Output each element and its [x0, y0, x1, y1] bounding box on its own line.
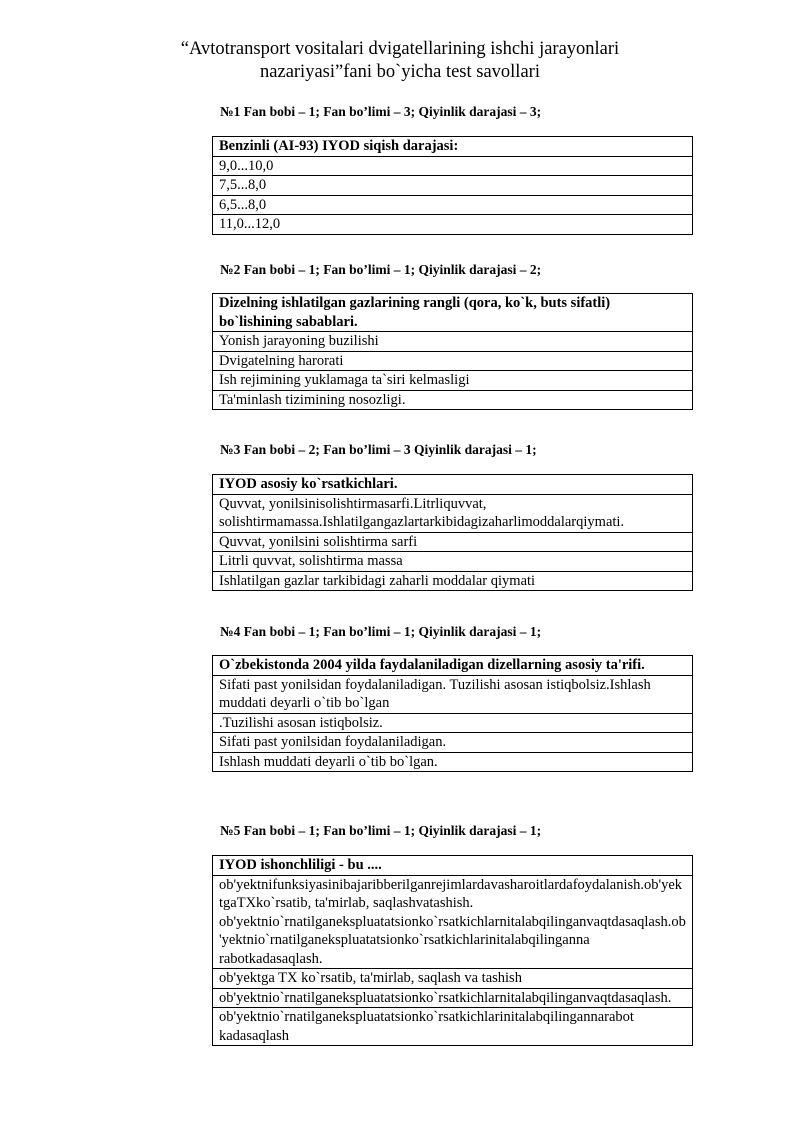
question-4-text: O`zbekistonda 2004 yilda faydalaniladigan dizellarning asosiy ta'rifi. — [213, 656, 693, 676]
question-4-answer-4: Ishlash muddati deyarli o`tib bo`lgan. — [213, 752, 693, 772]
question-5-answer-3: ob'yektnio`rnatilganekspluatatsionko`rsatkichlarnitalabqilinganvaqtdasaqlash. — [213, 988, 693, 1008]
question-2-answer-4: Ta'minlash tizimining nosozligi. — [213, 390, 693, 410]
question-3-table — [212, 474, 693, 591]
question-5-answer-4: ob'yektnio`rnatilganekspluatatsionko`rsatkichlarinitalabqilingannarabot kadasaqlash — [213, 1008, 693, 1046]
question-3-answer-2: Quvvat, yonilsini solishtirma sarfi — [213, 532, 693, 552]
question-3-text: IYOD asosiy ko`rsatkichlari. — [213, 475, 693, 495]
question-2-header: №2 Fan bobi – 1; Fan bo’limi – 1; Qiyinlik darajasi – 2; — [220, 262, 542, 277]
question-5-answer-2: ob'yektga TX ko`rsatib, ta'mirlab, saqlash va tashish — [213, 969, 693, 989]
question-1-answer-2: 7,5...8,0 — [213, 176, 693, 196]
question-2-table — [212, 293, 693, 410]
question-2-answer-2: Dvigatelning harorati — [213, 351, 693, 371]
question-5-text: IYOD ishonchliligi - bu .... — [213, 856, 693, 876]
title-line-1: “Avtotransport vositalari dvigatellarining ishchi jarayonlari — [180, 39, 620, 59]
question-5-header: №5 Fan bobi – 1; Fan bo’limi – 1; Qiyinlik darajasi – 1; — [220, 823, 542, 838]
question-2-answer-3: Ish rejimining yuklamaga ta`siri kelmasligi — [213, 371, 693, 391]
question-3-answer-3: Litrli quvvat, solishtirma massa — [213, 552, 693, 572]
question-5-table — [212, 855, 693, 1046]
question-4-table — [212, 655, 693, 772]
title-line-2: nazariyasi”fani bo`yicha test savollari — [260, 62, 540, 82]
question-3-header: №3 Fan bobi – 2; Fan bo’limi – 3 Qiyinlik darajasi – 1; — [220, 442, 537, 457]
question-1-header: №1 Fan bobi – 1; Fan bo’limi – 3; Qiyinlik darajasi – 3; — [220, 104, 542, 119]
question-2-text: Dizelning ishlatilgan gazlarining rangli (qora, ko`k, buts sifatli) bo`lishining sabablari. — [213, 294, 693, 332]
question-4-answer-1: Sifati past yonilsidan foydalaniladigan. Tuzilishi asosan istiqbolsiz.Ishlash muddati deyarli o`tib bo`lgan — [213, 675, 693, 713]
document-title — [170, 38, 630, 84]
question-3-answer-4: Ishlatilgan gazlar tarkibidagi zaharli moddalar qiymati — [213, 571, 693, 591]
question-3-answer-1: Quvvat, yonilsinisolishtirmasarfi.Litrliquvvat, solishtirmamassa.Ishlatilgangazlartarkibidagizaharlimoddalarqiymati. — [213, 494, 693, 532]
question-4-answer-2: .Tuzilishi asosan istiqbolsiz. — [213, 713, 693, 733]
question-4-header: №4 Fan bobi – 1; Fan bo’limi – 1; Qiyinlik darajasi – 1; — [220, 624, 542, 639]
question-5-answer-1: ob'yektnifunksiyasinibajaribberilganrejimlardavasharoitlardafoydalanish.ob'yektgaTXko`rsatib, ta'mirlab, saqlashvatashish. ob'yektnio`rnatilganekspluatatsionko`rsatkichlarnitalabqilinganvaqtdasaqlash.ob'yektnio`rnatilganekspluatatsionko`rsatkichlarinitalabqilinganna rabotkadasaqlash. — [213, 875, 693, 969]
question-1-answer-4: 11,0...12,0 — [213, 215, 693, 235]
question-2-answer-1: Yonish jarayoning buzilishi — [213, 332, 693, 352]
question-1-table — [212, 136, 693, 235]
question-1-answer-3: 6,5...8,0 — [213, 195, 693, 215]
question-1-text: Benzinli (AI-93) IYOD siqish darajasi: — [213, 137, 693, 157]
question-4-answer-3: Sifati past yonilsidan foydalaniladigan. — [213, 733, 693, 753]
question-1-answer-1: 9,0...10,0 — [213, 156, 693, 176]
